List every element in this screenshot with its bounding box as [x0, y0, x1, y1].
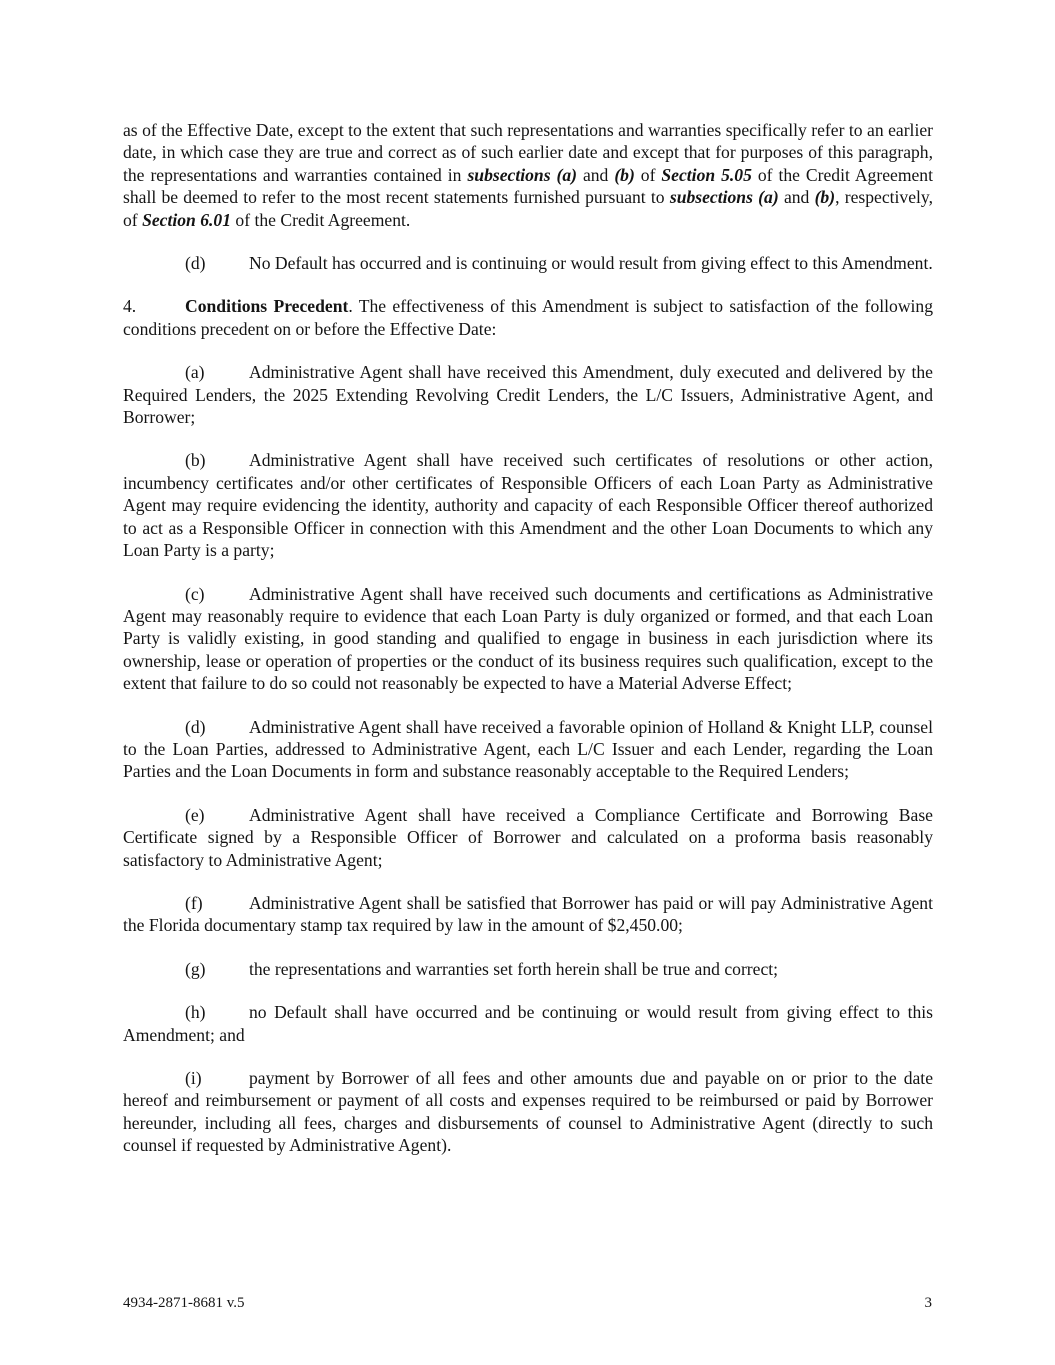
paragraph — [123, 716, 933, 783]
text-run: Administrative Agent shall have received a favorable opinion of Holland & Knight LLP, counsel to the Loan Parties, addressed to Administrative Agent, each L/C Issuer and each Lender, regarding the Loan Parties and the Loan Documents in form and substance reasonably acceptable to the Required Lenders; — [123, 716, 933, 782]
paragraph — [123, 252, 933, 274]
paragraph-label: (g) — [185, 958, 206, 979]
text-run: (b) — [614, 164, 635, 185]
paragraph-label: (c) — [185, 583, 205, 604]
paragraph-label: (e) — [185, 804, 205, 825]
text-run: subsections (a) — [669, 187, 779, 208]
paragraph-label: (f) — [185, 892, 203, 913]
paragraph — [123, 804, 933, 871]
text-run: and — [778, 187, 815, 208]
text-run: Section 6.01 — [142, 209, 232, 230]
paragraph-label: (a) — [185, 362, 205, 383]
paragraph-label: (i) — [185, 1068, 202, 1088]
paragraph — [123, 958, 933, 980]
paragraph — [123, 1067, 933, 1157]
footer-doc-number: 4934-2871-8681 v.5 — [123, 1295, 245, 1311]
text-run: subsections (a) — [467, 164, 577, 185]
text-run: of the Credit Agreement. — [231, 209, 411, 230]
text-run: Administrative Agent shall have received a Compliance Certificate and Borrowing Base Certificate signed by a Responsible Officer of Borrower and calculated on a proforma basis reasonably satisfactory to Administrative Agent; — [123, 804, 933, 870]
paragraph — [123, 295, 933, 340]
text-run: Administrative Agent shall be satisfied that Borrower has paid or will pay Administrative Agent the Florida documentary stamp tax required by law in the amount of $2,450.00; — [123, 892, 933, 936]
text-run: Administrative Agent shall have received such certificates of resolutions or other action, incumbency certificates and/or other certificates of Responsible Officers of each Loan Party as Administrative Agent may require evidencing the identity, authority and capacity of each Responsible Officer thereof authorized to act as a Responsible Officer in connection with this Amendment and the other Loan Documents to which any Loan Party is a party; — [123, 450, 933, 561]
text-run: of — [634, 164, 662, 185]
paragraph — [123, 119, 933, 231]
text-run: Administrative Agent shall have received this Amendment, duly executed and delivered by the Required Lenders, the 2025 Extending Revolving Credit Lenders, the L/C Issuers, Administrative Agent, and Borrower; — [123, 362, 933, 428]
paragraph — [123, 449, 933, 561]
footer-page-number: 3 — [924, 1295, 932, 1311]
page-footer — [123, 1294, 932, 1313]
paragraph — [123, 583, 933, 695]
text-run: , respectively, of — [123, 187, 933, 230]
text-run: payment by Borrower of all fees and other amounts due and payable on or prior to the date hereof and reimbursement or payment of all costs and expenses required to be reimbursed or paid by Borrower hereunder, including all fees, charges and disbursements of counsel to Administrative Agent (directly to such counsel if requested by Administrative Agent). — [123, 1068, 933, 1156]
text-run: (b) — [814, 187, 836, 208]
paragraph-label: 4. — [123, 296, 137, 317]
paragraph-label: (b) — [185, 450, 206, 471]
paragraph — [123, 1001, 933, 1046]
paragraph — [123, 361, 933, 428]
paragraph — [123, 892, 933, 937]
text-run: and — [577, 164, 615, 185]
text-run: Section 5.05 — [661, 164, 752, 185]
text-run: No Default has occurred and is continuing or would result from giving effect to this Amendment. — [249, 253, 933, 274]
paragraph-label: (d) — [185, 716, 206, 737]
paragraph-label: (h) — [185, 1002, 206, 1023]
text-run: as of the Effective Date, except to the extent that such representations and warranties specifically refer to an earlier date, in which case they are true and correct as of such earlier date and except that for purposes of this paragraph, the representations and warranties contained in — [123, 120, 933, 185]
paragraph-label: (d) — [185, 253, 206, 274]
text-run: of the Credit Agreement shall be deemed to refer to the most recent statements furnished pursuant to — [123, 164, 933, 208]
text-run: Conditions Precedent — [185, 296, 349, 317]
document-body — [123, 119, 933, 1157]
text-run: no Default shall have occurred and be continuing or would result from giving effect to this Amendment; and — [123, 1002, 933, 1045]
text-run: Administrative Agent shall have received such documents and certifications as Administrative Agent may reasonably require to evidence that each Loan Party is duly organized or formed, and that each Loan Party is validly existing, in good standing and qualified to engage in business in each jurisdiction where its ownership, lease or operation of properties or the conduct of its business requires such qualification, except to the extent that failure to do so could not reasonably be expected to have a Material Adverse Effect; — [123, 583, 933, 694]
text-run: . The effectiveness of this Amendment is subject to satisfaction of the following conditions precedent on or before the Effective Date: — [123, 296, 934, 339]
text-run: the representations and warranties set forth herein shall be true and correct; — [249, 958, 779, 979]
